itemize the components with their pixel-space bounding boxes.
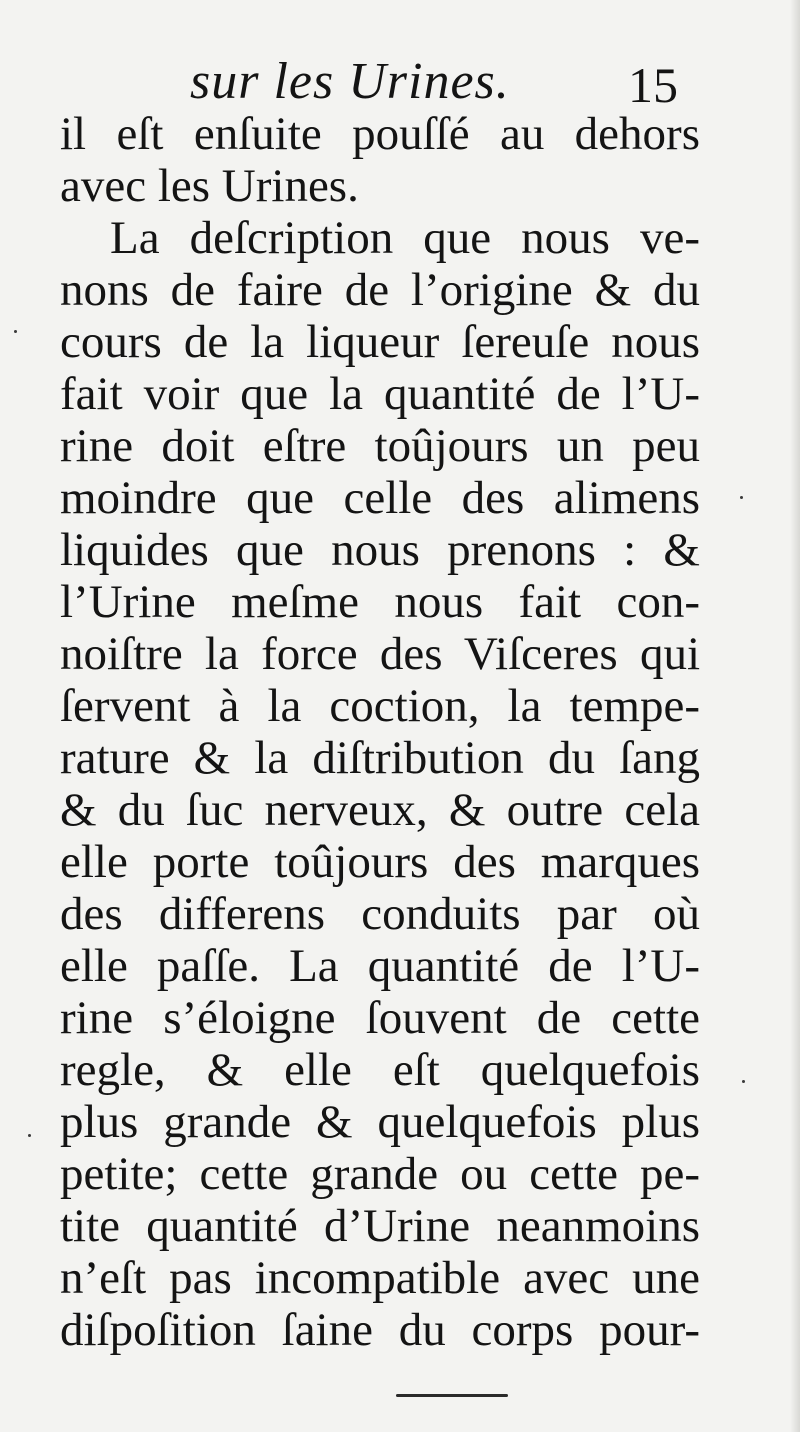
text-line: & du ſuc nerveux, & outre cela [60,784,700,836]
text-line: des differens conduits par où [60,888,700,940]
text-line: rature & la diſtribution du ſang [60,732,700,784]
text-line: elle paſſe. La quantité de l’U- [60,940,700,992]
page-edge-shadow [790,0,800,1432]
bottom-ornament-rule [396,1394,508,1397]
text-line: tite quantité d’Urine neanmoins [60,1200,700,1252]
text-line: liquides que nous prenons : & [60,524,700,576]
page-number: 15 [628,57,678,113]
text-line: avec les Urines. [60,160,359,212]
text-line: ſervent à la coction, la tempe- [60,680,700,732]
text-line: rine doit eſtre toûjours un peu [60,420,700,472]
text-line: l’Urine meſme nous fait con- [60,576,700,628]
paper-speck [740,496,743,499]
paper-speck [14,330,17,333]
text-line: rine s’éloigne ſouvent de cette [60,992,700,1044]
text-line: cours de la liqueur ſereuſe nous [60,316,700,368]
text-line: La deſcription que nous ve- [110,212,700,264]
text-line: plus grande & quelquefois plus [60,1096,700,1148]
text-line: noiſtre la force des Viſceres qui [60,628,700,680]
text-line: petite; cette grande ou cette pe- [60,1148,700,1200]
text-line: elle porte toûjours des marques [60,836,700,888]
text-line: il eſt enſuite pouſſé au dehors [60,108,700,160]
text-line: regle, & elle eſt quelquefois [60,1044,700,1096]
text-line: diſpoſition ſaine du corps pour- [60,1304,700,1356]
paper-speck [28,1134,31,1137]
text-line: fait voir que la quantité de l’U- [60,368,700,420]
text-line: nons de faire de l’origine & du [60,264,700,316]
text-line: n’eſt pas incompatible avec une [60,1252,700,1304]
paper-speck [742,1080,745,1083]
text-line: moindre que celle des alimens [60,472,700,524]
running-head: sur les Urines. [190,53,510,110]
